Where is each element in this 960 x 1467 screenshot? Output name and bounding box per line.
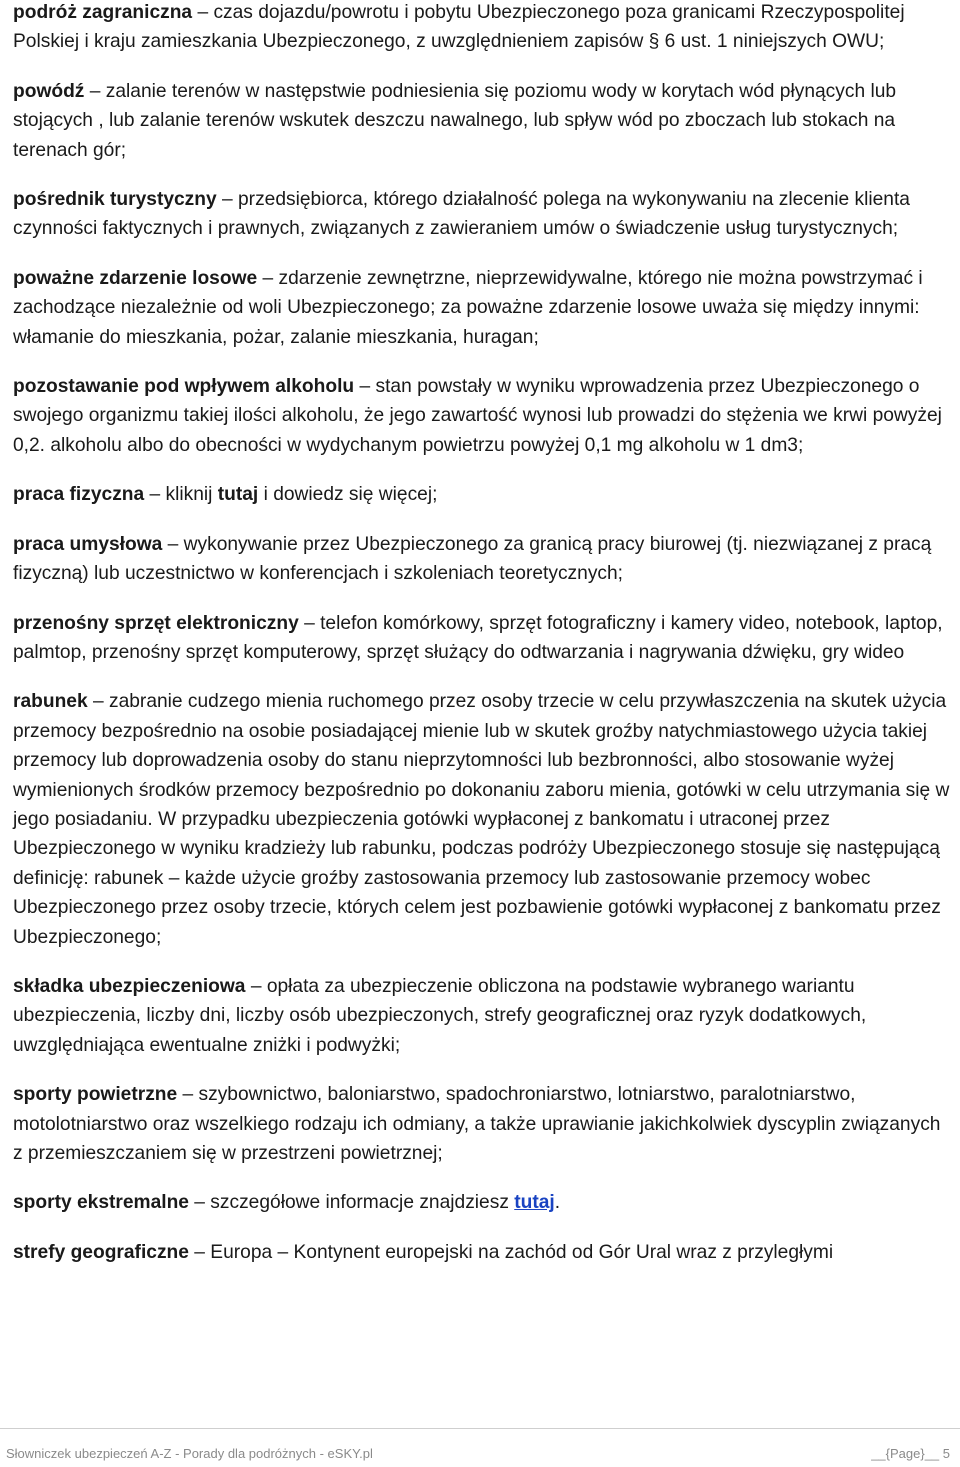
definition-entry [13, 1080, 951, 1168]
definition-entry [13, 609, 951, 668]
definition-term: sporty powietrzne [13, 1084, 178, 1106]
definition-entry [13, 1188, 951, 1217]
definition-text: – wykonywanie przez Ubezpieczonego za granicą pracy biurowej (tj. niezwiązanej z pracą fizyczną) lub uczestnictwo w konferencjach i szkoleniach teoretycznych; [13, 533, 932, 585]
definition-term: poważne zdarzenie losowe [13, 267, 258, 289]
definition-term: strefy geograficzne [13, 1241, 189, 1263]
definition-text: – zalanie terenów w następstwie podniesienia się poziomu wody w korytach wód płynących lub stojących , lub zalanie terenów wskutek deszczu nawalnego, lub spływ wód po zboczach lub stokach na terenach gór; [13, 80, 897, 161]
definition-entry [13, 185, 951, 244]
definition-text: – telefon komórkowy, sprzęt fotograficzny i kamery video, notebook, laptop, palmtop, przenośny sprzęt komputerowy, sprzęt służący do odtwarzania i nagrywania dźwięku, gry wideo [13, 612, 943, 663]
tutaj-bold-text: tutaj [217, 484, 259, 506]
document-body [13, 0, 951, 1287]
definition-text: – szczegółowe informacje znajdziesz [188, 1192, 515, 1214]
definition-term: pośrednik turystyczny [13, 189, 217, 211]
definition-entry [13, 972, 951, 1060]
definition-text: i dowiedz się więcej; [258, 484, 438, 506]
definition-term: podróż zagraniczna [13, 2, 193, 23]
definition-term: praca umysłowa [13, 533, 163, 555]
footer-page-number: __{Page}__ 5 [871, 1446, 950, 1461]
definition-text: . [554, 1192, 561, 1214]
definition-entry [13, 77, 951, 165]
definition-term: przenośny sprzęt elektroniczny [13, 612, 299, 634]
definition-term: sporty ekstremalne [13, 1192, 189, 1214]
definition-entry [13, 0, 951, 57]
definition-text: – zdarzenie zewnętrzne, nieprzewidywalne, którego nie można powstrzymać i zachodzące niezależnie od woli Ubezpieczonego; za poważne zdarzenie losowe uważa się między innymi: włamanie do mieszkania, pożar, zalanie mieszkania, huragan; [13, 267, 923, 348]
definition-term: powódź [13, 80, 85, 102]
definition-entry [13, 687, 951, 952]
definition-term: pozostawanie pod wpływem alkoholu [13, 376, 355, 398]
definition-entry [13, 480, 951, 509]
definition-text: – opłata za ubezpieczenie obliczona na podstawie wybranego wariantu ubezpieczenia, liczby dni, liczby osób ubezpieczonych, strefy geograficznej oraz ryzyk dodatkowych, uwzględniająca ewentualne zniżki i podwyżki; [13, 975, 867, 1056]
definition-text: – czas dojazdu/powrotu i pobytu Ubezpieczonego poza granicami Rzeczypospolitej Polskiej i kraju zamieszkania Ubezpieczonego, z uwzględnieniem zapisów § 6 ust. 1 niniejszych OWU; [13, 2, 905, 53]
footer-source: Słowniczek ubezpieczeń A-Z - Porady dla podróżnych - eSKY.pl [6, 1446, 373, 1461]
definition-text: – szybownictwo, baloniarstwo, spadochroniarstwo, lotniarstwo, paralotniarstwo, motolotniarstwo oraz wszelkiego rodzaju ich odmiany, a także uprawianie jakichkolwiek dyscyplin związanych z przemieszczaniem się w przestrzeni powietrznej; [13, 1084, 941, 1164]
page-footer [0, 1428, 960, 1467]
definition-text: – stan powstały w wyniku wprowadzenia przez Ubezpieczonego o swojego organizmu takiej ilości alkoholu, że jego zawartość wynosi lub prowadzi do stężenia we krwi powyżej 0,2. alkoholu albo do obecności w wydychanym powietrzu powyżej 0,1 mg alkoholu w 1 dm3; [13, 376, 942, 456]
tutaj-link[interactable]: tutaj [514, 1192, 555, 1214]
definition-entry [13, 372, 951, 460]
definition-entry [13, 530, 951, 589]
definition-text: – kliknij [144, 484, 218, 506]
definition-entry [13, 264, 951, 352]
definition-term: składka ubezpieczeniowa [13, 975, 246, 997]
definition-term: rabunek [13, 691, 88, 713]
definition-text: – zabranie cudzego mienia ruchomego przez osoby trzecie w celu przywłaszczenia na skutek użycia przemocy bezpośrednio na osobie posiadającej mienie lub w skutek groźby natychmiastowego użycia takiej przemocy lub doprowadzenia osoby do stanu nieprzytomności lub bezbronności, albo stosowanie wyżej wymienionych środków przemocy bezpośrednio po dokonaniu zaboru mienia, gotówki w celu utrzymania się w jego posiadaniu. W przypadku ubezpieczenia gotówki wypłaconej z bankomatu i utraconej przez Ubezpieczonego w wyniku kradzieży lub rabunku, podczas podróży Ubezpieczonego stosuje się następującą definicję: rabunek – każde użycie groźby zastosowania przemocy lub zastosowanie przemocy wobec Ubezpieczonego przez osoby trzecie, których celem jest pozbawienie gotówki wypłaconej z bankomatu przez Ubezpieczonego; [13, 691, 950, 948]
definition-text: – przedsiębiorca, którego działalność polega na wykonywaniu na zlecenie klienta czynności faktycznych i prawnych, związanych z zawieraniem umów o świadczenie usług turystycznych; [13, 189, 910, 240]
definition-entry [13, 1238, 951, 1267]
definition-term: praca fizyczna [13, 484, 145, 506]
definition-text: – Europa – Kontynent europejski na zachód od Gór Ural wraz z przyległymi [188, 1241, 834, 1263]
